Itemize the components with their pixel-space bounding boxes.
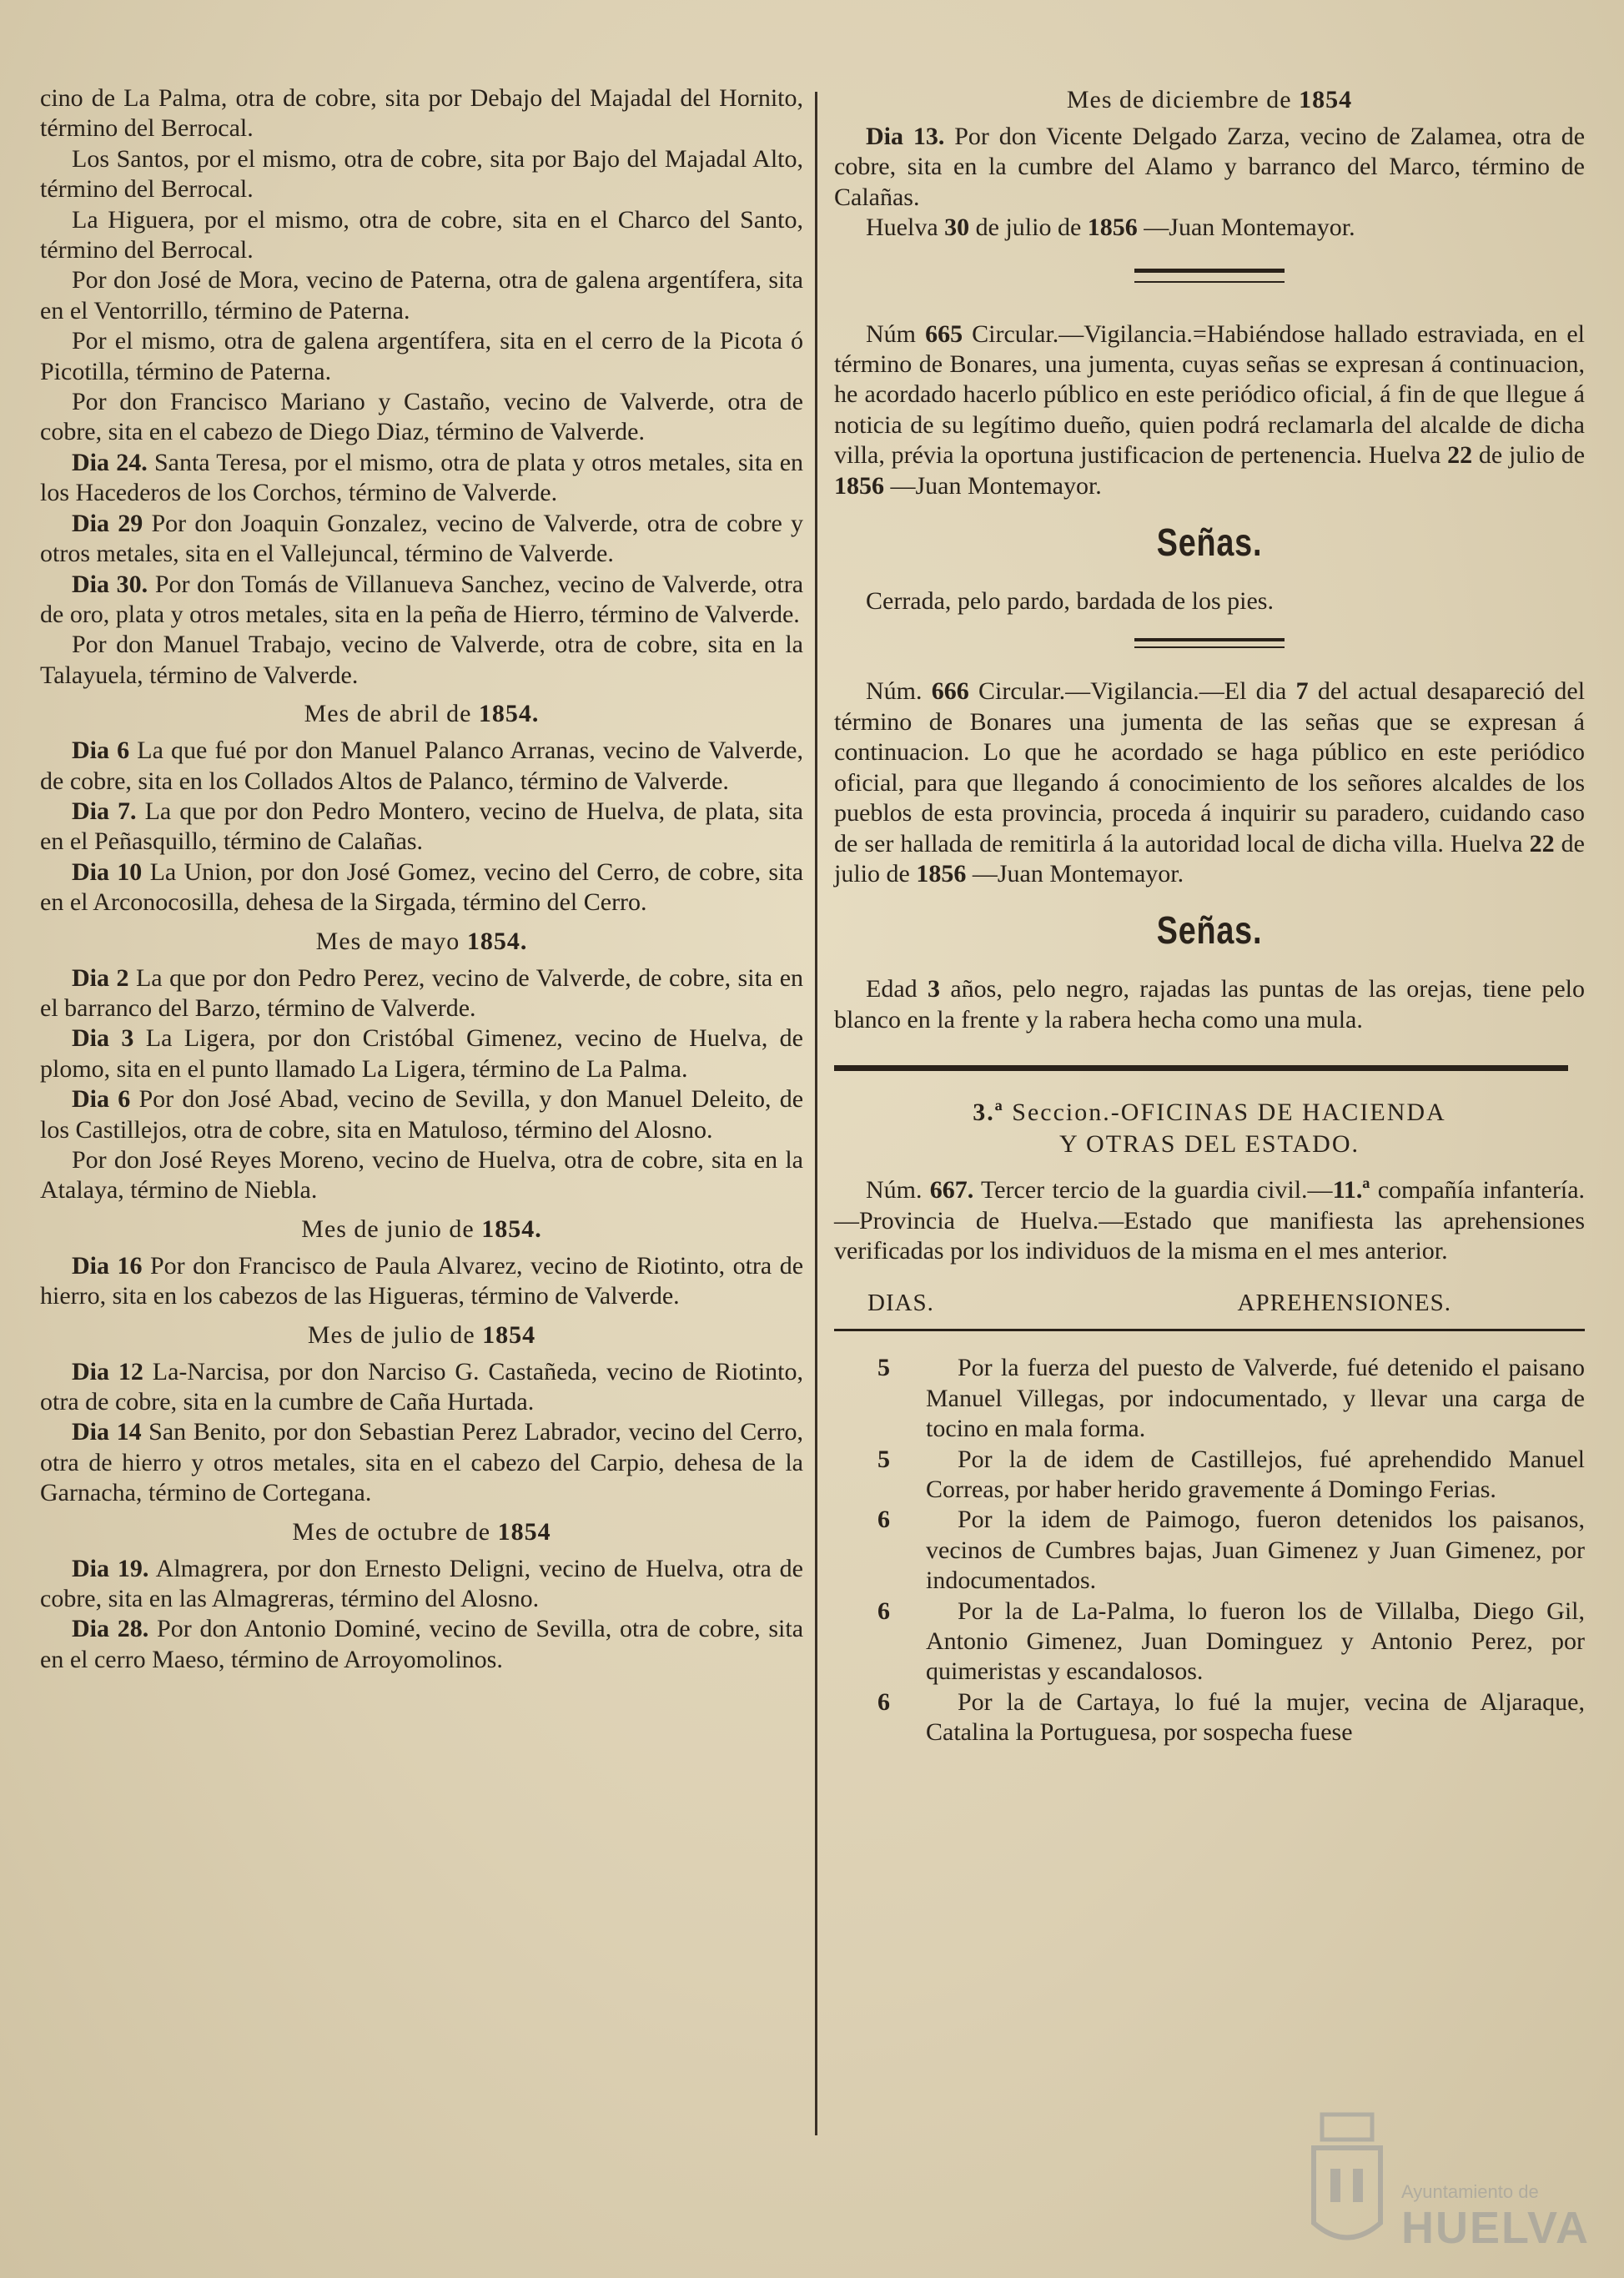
- column-header-dias: DIAS.: [867, 1290, 934, 1317]
- paragraph: [40, 963, 803, 1024]
- sign-day: 30: [944, 214, 970, 242]
- sign-year: 1856: [1087, 214, 1138, 242]
- sign-text: de julio de: [975, 214, 1082, 242]
- senas-age-label: Edad: [866, 975, 918, 1003]
- column-header-aprehensiones: APREHENSIONES.: [1237, 1290, 1451, 1317]
- separator-rule: [1134, 638, 1285, 648]
- senas-text: [834, 974, 1585, 1035]
- notice-text: Circular.—Vigilancia.—El dia: [978, 677, 1287, 706]
- sign-name: —Juan Montemayor.: [1144, 214, 1355, 242]
- paragraph: [40, 509, 803, 570]
- notice-number: 665: [925, 319, 963, 348]
- paragraph: Por don Francisco Mariano y Castaño, vecino de Valverde, otra de cobre, sita en el cabezo de Diego Diaz, término de Valverde.: [40, 388, 803, 446]
- paragraph: [40, 1357, 803, 1418]
- entry-text: Por don Francisco de Paula Alvarez, vecino de Riotinto, otra de hierro, sita en los cabezos de las Higueras, término de Valverde.: [40, 1251, 804, 1310]
- paragraph: [40, 1251, 803, 1312]
- entry-text: Por don Antonio Dominé, vecino de Sevilla, otra de cobre, sita en el cerro Maeso, término de Arroyomolinos.: [40, 1615, 804, 1673]
- paragraph: cino de La Palma, otra de cobre, sita por Debajo del Majadal del Hornito, término del Berrocal.: [40, 84, 803, 143]
- row-text: Por la de La-Palma, lo fueron los de Villalba, Diego Gil, Antonio Gimenez, Juan Dominguez y Antonio Perez, por quimeristas y escandalosos.: [926, 1597, 1585, 1686]
- senas-heading: Señas.: [1156, 520, 1263, 565]
- column-divider: [815, 92, 817, 2135]
- left-column: [40, 83, 803, 1675]
- month-label: Mes de diciembre de: [1066, 86, 1292, 113]
- section-number: 3.ª: [973, 1099, 1004, 1127]
- day-label: Dia 29: [72, 509, 143, 537]
- table-row: [834, 1445, 1585, 1506]
- row-day: 6: [877, 1597, 890, 1625]
- day-label: Dia 6: [72, 737, 130, 765]
- month-heading: [40, 1319, 803, 1352]
- watermark-logo: [1301, 2098, 1590, 2256]
- table-row: [834, 1353, 1585, 1444]
- day-label: Dia 14: [72, 1418, 142, 1446]
- table-row: [834, 1597, 1585, 1687]
- row-text: Por la de Cartaya, lo fué la mujer, vecina de Aljaraque, Catalina la Portuguesa, por sospecha fuese: [926, 1687, 1585, 1747]
- notice-label: Núm.: [866, 1176, 923, 1204]
- month-year: 1854: [482, 1320, 536, 1349]
- table-row: [834, 1505, 1585, 1596]
- row-text: Por la de idem de Castillejos, fué aprehendido Manuel Correas, por haber herido gravemente á Domingo Ferias.: [926, 1445, 1585, 1503]
- paragraph: Por don José Reyes Moreno, vecino de Huelva, otra de cobre, sita en la Atalaya, término de Niebla.: [40, 1146, 803, 1204]
- watermark-line-1: Ayuntamiento de: [1401, 2181, 1539, 2202]
- row-text: Por la idem de Paimogo, fueron detenidos los paisanos, vecinos de Cumbres bajas, Juan Gimenez y Juan Gimenez, por indocumentados.: [926, 1506, 1585, 1595]
- paragraph: Los Santos, por el mismo, otra de cobre, sita por Bajo del Majadal Alto, término del Berrocal.: [40, 144, 803, 204]
- month-year: 1854.: [466, 927, 528, 955]
- notice-text: Circular.—Vigilancia.=Habiéndose hallado estraviada, en el término de Bonares, una jumenta, cuyas señas se expresan á continuacion, he acordado hacerlo público en este periódico oficial, á fin de que llegue á noticia de su legítimo dueño, quien podrá reclamarla del alcalde de dicha villa, prévia la oportuna justificacion de pertenencia.: [834, 319, 1586, 470]
- sign-name: —Juan Montemayor.: [972, 859, 1184, 888]
- senas-age: 3: [927, 975, 940, 1003]
- row-text: Por la fuerza del puesto de Valverde, fué detenido el paisano Manuel Villegas, por indocumentado, y llevar una carga de tocino en mala forma.: [926, 1354, 1585, 1443]
- paragraph: Por don Manuel Trabajo, vecino de Valverde, otra de cobre, sita en la Talayuela, término de Valverde.: [40, 631, 803, 689]
- month-heading: [40, 1213, 803, 1246]
- day-label: Dia 3: [72, 1024, 134, 1053]
- paragraph: [40, 857, 803, 918]
- paragraph: [40, 1554, 803, 1615]
- paragraph: [40, 1023, 803, 1084]
- paragraph: [40, 570, 803, 631]
- signature-line: [834, 213, 1585, 243]
- entry-text: San Benito, por don Sebastian Perez Labrador, vecino del Cerro, otra de hierro y otros metales, sita en el cabezo del Carpio, dehesa de la Garnacha, término de Cortegana.: [40, 1418, 804, 1507]
- month-heading: [40, 1516, 803, 1549]
- right-column: [834, 83, 1585, 1748]
- sign-place: Huelva: [866, 214, 938, 242]
- table-row: [834, 1687, 1585, 1748]
- month-year: 1854: [497, 1517, 551, 1546]
- notice-label: Núm: [866, 319, 916, 348]
- paragraph: [40, 797, 803, 857]
- entry-text: La Ligera, por don Cristóbal Gimenez, vecino de Huelva, de plomo, sita en el punto llamado La Ligera, término de La Palma.: [40, 1024, 804, 1083]
- month-label: Mes de mayo: [315, 927, 460, 955]
- entry-text: Almagrera, por don Ernesto Deligni, vecino de Huelva, otra de cobre, sita en las Almagreras, término del Alosno.: [40, 1554, 803, 1613]
- entry-text: Por don Vicente Delgado Zarza, vecino de Zalamea, otra de cobre, sita en la cumbre del Alamo y barranco del Marco, término de Calañas.: [834, 123, 1586, 211]
- senas-description: años, pelo negro, rajadas las puntas de las orejas, tiene pelo blanco en la frente y la rabera hecha como una mula.: [834, 975, 1586, 1033]
- month-label: Mes de octubre de: [292, 1517, 491, 1546]
- day-label: Dia 24.: [72, 448, 148, 476]
- entry-text: Por don Tomás de Villanueva Sanchez, vecino de Valverde, otra de oro, plata y otros metales, sita en la peña de Hierro, término de Valverde.: [40, 570, 804, 628]
- section-heading: [834, 1097, 1585, 1160]
- table-header: [834, 1290, 1585, 1317]
- coat-of-arms-icon: [1301, 2098, 1393, 2256]
- table-rule: [834, 1329, 1585, 1331]
- entry-text: La que por don Pedro Perez, vecino de Valverde, de cobre, sita en el barranco del Barzo, término de Valverde.: [40, 963, 804, 1022]
- entry-text: La Union, por don José Gomez, vecino del Cerro, de cobre, sita en el Arconocosilla, dehesa de la Sirgada, término del Cerro.: [40, 857, 804, 917]
- section-line-2: Y OTRAS DEL ESTADO.: [1058, 1130, 1360, 1159]
- row-day: 6: [877, 1687, 890, 1716]
- company-number: 11.ª: [1332, 1176, 1370, 1204]
- month-year: 1854.: [481, 1214, 542, 1243]
- month-label: Mes de junio de: [301, 1214, 475, 1243]
- aprehensiones-table: [834, 1353, 1585, 1747]
- paragraph: [40, 448, 803, 509]
- notice-text: Tercer tercio de la guardia civil.—: [981, 1176, 1333, 1204]
- paragraph: Por el mismo, otra de galena argentífera, sita en el cerro de la Picota ó Picotilla, término de Paterna.: [40, 327, 803, 385]
- day-label: Dia 6: [72, 1085, 131, 1114]
- separator-rule: [1134, 269, 1285, 283]
- paragraph: [40, 736, 803, 797]
- senas-text: Cerrada, pelo pardo, bardada de los pies.: [866, 587, 1274, 616]
- day-label: Dia 16: [72, 1251, 143, 1280]
- notice-label: Núm.: [866, 677, 923, 706]
- month-year: 1854: [1299, 86, 1353, 113]
- paragraph: [40, 1084, 803, 1145]
- watermark-line-2: HUELVA: [1401, 2203, 1590, 2253]
- sign-day: 22: [1529, 829, 1555, 857]
- section-title: Seccion.-OFICINAS DE HACIENDA: [1012, 1099, 1446, 1127]
- notice-665: [834, 319, 1585, 501]
- sign-year: 1856: [916, 859, 967, 888]
- month-year: 1854.: [478, 700, 540, 728]
- notice-day: 7: [1295, 677, 1309, 706]
- notice-667: [834, 1175, 1585, 1266]
- section-rule: [834, 1065, 1568, 1077]
- paragraph: [40, 1417, 803, 1508]
- month-heading: [834, 83, 1585, 117]
- paragraph: [834, 122, 1585, 213]
- entry-text: La-Narcisa, por don Narciso G. Castañeda, vecino de Riotinto, otra de cobre, sita en la cumbre de Caña Hurtada.: [40, 1357, 803, 1416]
- sign-place: Huelva: [1368, 441, 1441, 470]
- sign-day: 22: [1447, 441, 1473, 470]
- month-label: Mes de abril de: [304, 700, 472, 728]
- day-label: Dia 12: [72, 1357, 143, 1385]
- sign-name: —Juan Montemayor.: [890, 471, 1102, 500]
- senas-heading: Señas.: [1156, 908, 1263, 953]
- sign-text: de julio de: [1478, 441, 1586, 470]
- day-label: Dia 2: [72, 963, 129, 992]
- month-label: Mes de julio de: [307, 1320, 475, 1349]
- entry-text: Santa Teresa, por el mismo, otra de plata y otros metales, sita en los Hacederos de los Corchos, término de Valverde.: [40, 448, 804, 507]
- row-day: 6: [877, 1506, 890, 1534]
- day-label: Dia 7.: [72, 797, 137, 825]
- day-label: Dia 30.: [72, 570, 148, 598]
- entry-text: Por don Joaquin Gonzalez, vecino de Valverde, otra de cobre y otros metales, sita en el Vallejuncal, término de Valverde.: [40, 509, 803, 568]
- month-heading: [40, 697, 803, 731]
- notice-text: del actual desapareció del término de Bonares una jumenta de las señas que se expresan á continuacion. Lo que he acordado se haga público en este periódico oficial, para que llegando á conocimiento de los señores alcaldes de los pueblos de esta provincia, proceda á inquirir su paradero, cuidando caso de ser hallada de remitirla á la autoridad local de dicha villa.: [834, 677, 1586, 857]
- entry-text: Por don José Abad, vecino de Sevilla, y don Manuel Deleito, de los Castillejos, otra de cobre, sita en Matuloso, término del Alosno.: [40, 1085, 804, 1144]
- notice-number: 667.: [929, 1176, 974, 1204]
- notice-number: 666: [931, 677, 969, 706]
- month-heading: [40, 925, 803, 958]
- sign-place: Huelva: [1450, 829, 1523, 857]
- row-day: 5: [877, 1445, 890, 1473]
- day-label: Dia 10: [72, 857, 143, 886]
- row-day: 5: [877, 1354, 890, 1382]
- paragraph: La Higuera, por el mismo, otra de cobre, sita en el Charco del Santo, término del Berrocal.: [40, 205, 803, 264]
- day-label: Dia 13.: [866, 123, 945, 150]
- section-line-1: [834, 1097, 1585, 1129]
- notice-666: [834, 676, 1585, 889]
- entry-text: La que fué por don Manuel Palanco Arranas, vecino de Valverde, de cobre, sita en los Collados Altos de Palanco, término de Valverde.: [40, 737, 803, 795]
- paragraph: Por don José de Mora, vecino de Paterna, otra de galena argentífera, sita en el Ventorrillo, término de Paterna.: [40, 266, 803, 324]
- notice-text: compañía infantería.—Provincia de Huelva.—Estado que manifiesta las aprehensiones verificadas por los individuos de la misma en el mes anterior.: [834, 1176, 1586, 1265]
- paragraph: [40, 1614, 803, 1675]
- sign-year: 1856: [834, 471, 884, 500]
- entry-text: La que por don Pedro Montero, vecino de Huelva, de plata, sita en el Peñasquillo, término de Calañas.: [40, 797, 803, 856]
- sign-text: de julio de: [834, 829, 1585, 888]
- day-label: Dia 28.: [72, 1615, 149, 1643]
- day-label: Dia 19.: [72, 1554, 149, 1582]
